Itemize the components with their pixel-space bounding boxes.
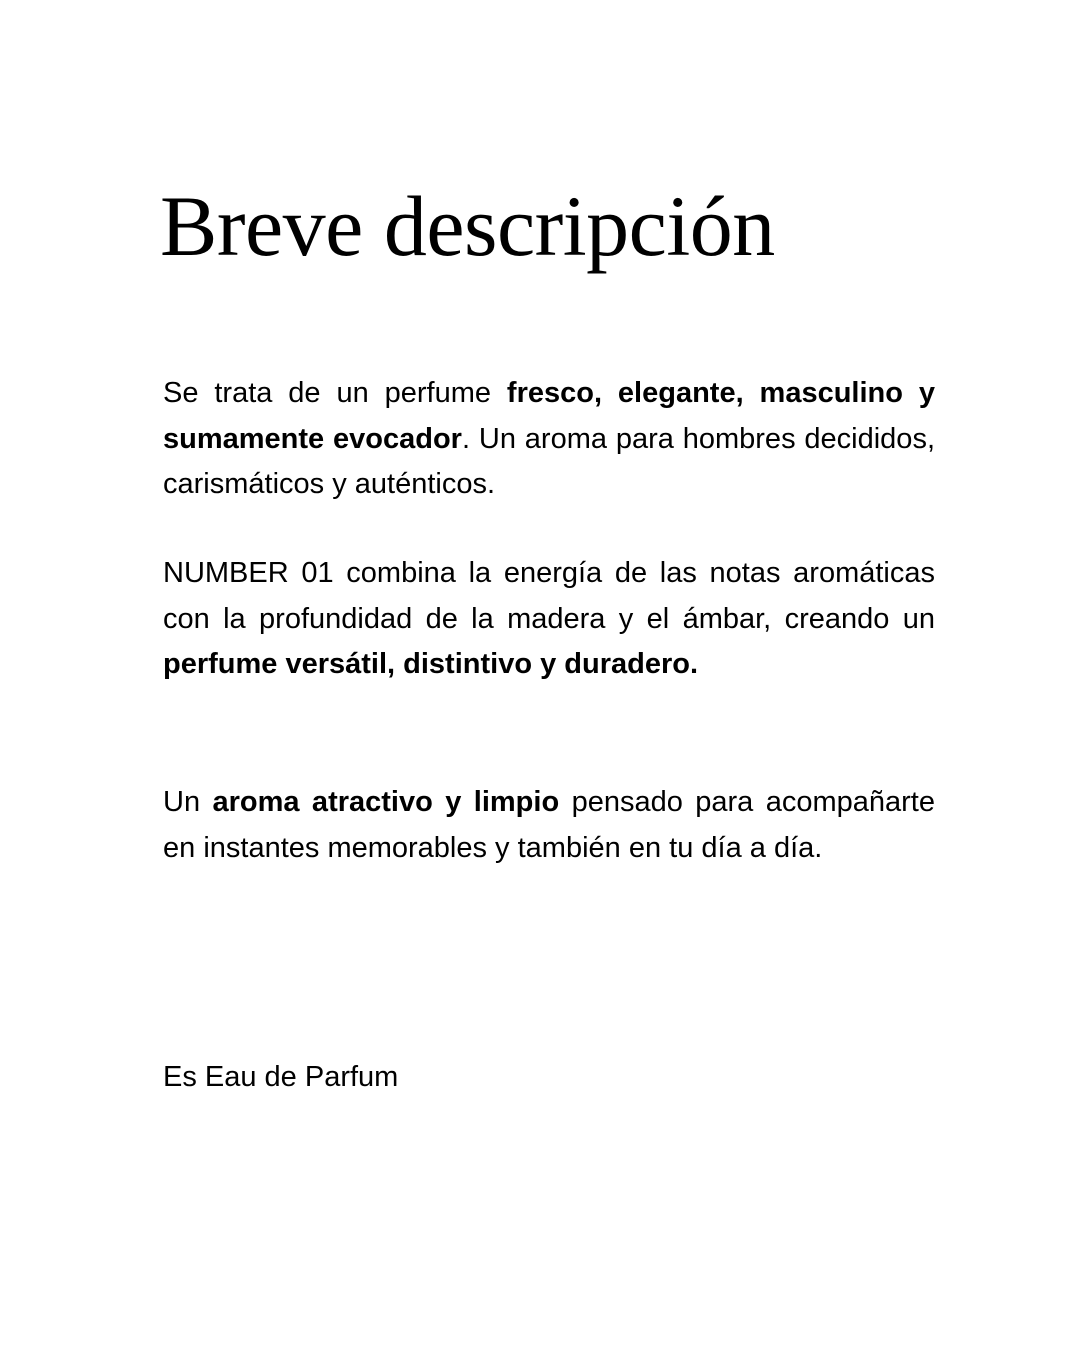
text-segment: . Un aroma para hombres decididos, carismáticos y auténticos. [163, 422, 935, 500]
description-paragraph-2 [163, 551, 935, 688]
text-segment: Es Eau de Parfum [163, 1061, 399, 1093]
bold-text-segment: perfume versátil, distintivo y duradero. [163, 648, 699, 680]
page-title: Breve descripción [160, 178, 775, 274]
description-paragraph-3 [163, 780, 935, 871]
text-segment: Un [163, 786, 213, 818]
text-segment: Se trata de un perfume [163, 377, 507, 409]
text-segment: pensado para acompañarte en instantes memorables y también en tu día a día. [163, 786, 935, 864]
bold-text-segment: aroma atractivo y limpio [212, 786, 560, 818]
concentration-note [163, 1055, 935, 1101]
bold-text-segment: fresco, elegante, masculino y sumamente evocador [163, 377, 936, 455]
text-segment: NUMBER 01 combina la energía de las notas aromáticas con la profundidad de la madera y el ámbar, creando un [163, 557, 935, 635]
description-paragraph-1 [163, 371, 935, 508]
